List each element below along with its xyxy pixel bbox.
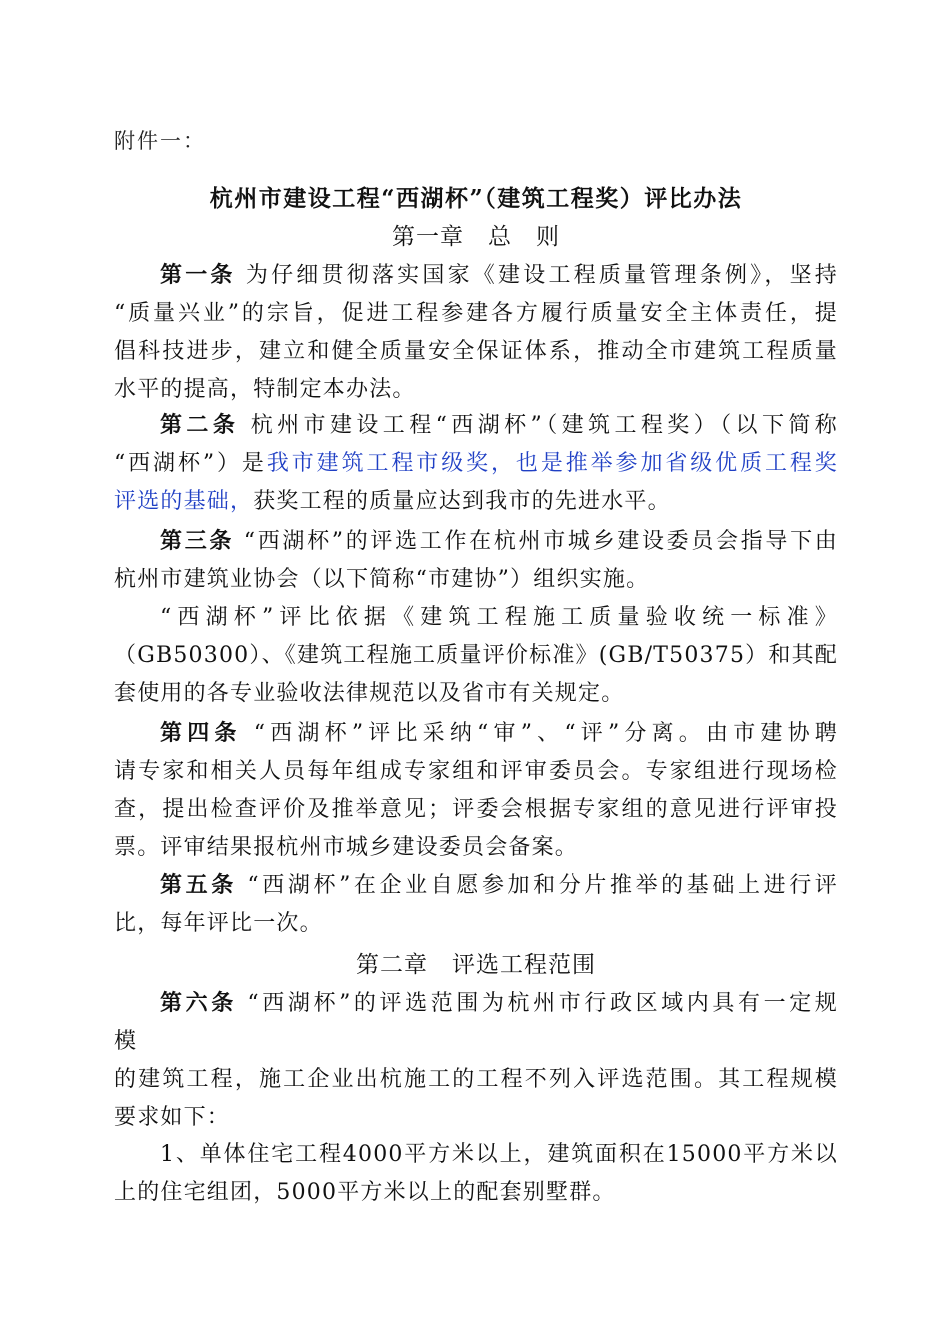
article-4-label: 第四条 [160,720,242,746]
scope-item-1 [114,1136,838,1212]
chapter-1-heading: 第一章 总 则 [392,224,560,250]
article-1 [114,256,838,409]
article-6-line-1: 第六条 “西湖杯”的评选范围为杭州市行政区域内具有一定规 [160,990,838,1016]
article-2-label: 第二条 [160,412,240,438]
document-title: 杭州市建设工程“西湖杯”（建筑工程奖）评比办法 [209,185,743,212]
article-2 [114,406,838,521]
article-2-line-2: “西湖杯”）是我市建筑工程市级奖，也是推举参加省级优质工程奖 [114,451,838,476]
article-3-para2-line-1: “西湖杯”评比依据《建筑工程施工质量验收统一标准》 [160,605,838,630]
scope-item-1-line-2: 上的住宅组团，5000平方米以上的配套别墅群。 [114,1180,616,1205]
article-4-line-1: 第四条 “西湖杯”评比采纳“审”、“评”分离。由市建协聘 [160,720,838,746]
article-3-line-2: 杭州市建筑业协会（以下简称“市建协”）组织实施。 [114,567,650,592]
article-6-line-4: 要求如下： [114,1105,231,1130]
article-1-line-2: “质量兴业”的宗旨，促进工程参建各方履行质量安全主体责任，提 [114,301,838,326]
article-4-line-3: 查，提出检查评价及推举意见；评委会根据专家组的意见进行评审投 [114,797,838,822]
article-2-line-3: 评选的基础，获奖工程的质量应达到我市的先进水平。 [114,489,671,514]
article-1-line-4: 水平的提高，特制定本办法。 [114,377,416,402]
attachment-label: 附件一： [114,129,206,153]
article-3-line-1: 第三条 “西湖杯”的评选工作在杭州市城乡建设委员会指导下由 [160,528,838,554]
chapter-2-heading: 第二章 评选工程范围 [356,952,596,978]
article-4-line-2: 请专家和相关人员每年组成专家组和评审委员会。专家组进行现场检 [114,759,838,784]
article-6-label: 第六条 [160,990,237,1016]
article-1-line-1: 第一条 为仔细贯彻落实国家《建设工程质量管理条例》，坚持 [160,262,838,288]
highlighted-text: 评选的基础， [114,489,254,514]
article-3-label: 第三条 [160,528,235,554]
article-4 [114,714,838,867]
article-6 [114,984,838,1137]
article-6-line-2: 模 [114,1029,138,1054]
article-5 [114,866,838,943]
article-1-line-3: 倡科技进步，建立和健全质量安全保证体系，推动全市建筑工程质量 [114,339,838,364]
article-3 [114,522,838,713]
article-2-line-1: 第二条 杭州市建设工程“西湖杯”（建筑工程奖）（以下简称 [160,412,839,438]
article-5-line-1: 第五条 “西湖杯”在企业自愿参加和分片推举的基础上进行评 [160,872,838,898]
scope-item-1-line-1: 1、单体住宅工程4000平方米以上，建筑面积在15000平方米以 [160,1142,838,1167]
article-6-line-3: 的建筑工程，施工企业出杭施工的工程不列入评选范围。其工程规模 [114,1067,838,1092]
highlighted-text: 我市建筑工程市级奖，也是推举参加省级优质工程奖 [266,451,838,476]
article-5-line-2: 比，每年评比一次。 [114,911,323,936]
article-3-para2-line-3: 套使用的各专业验收法律规范以及省市有关规定。 [114,681,625,706]
article-5-label: 第五条 [160,872,237,898]
article-1-label: 第一条 [160,262,236,288]
article-3-para2-line-2: （GB50300）、《建筑工程施工质量评价标准》(GB/T50375）和其配 [114,643,838,668]
article-4-line-4: 票。评审结果报杭州市城乡建设委员会备案。 [114,835,579,860]
